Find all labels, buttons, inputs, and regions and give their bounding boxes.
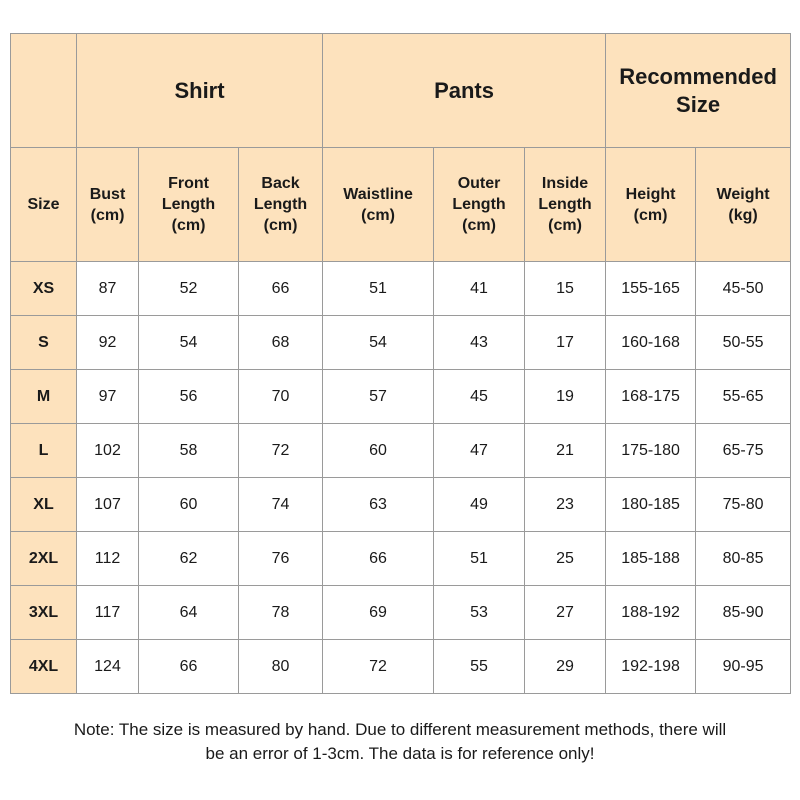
back-length-cell: 72	[239, 424, 323, 478]
weight-cell: 75-80	[696, 478, 791, 532]
corner-cell	[11, 34, 77, 148]
group-header-recommended-size	[606, 34, 791, 148]
waistline-cell: 57	[323, 370, 434, 424]
column-header-outer-length: Outer Length (cm)	[434, 148, 525, 262]
group-header-shirt: Shirt	[77, 34, 323, 148]
front-length-cell: 62	[139, 532, 239, 586]
front-length-cell: 66	[139, 640, 239, 694]
front-length-cell: 54	[139, 316, 239, 370]
table-row	[11, 640, 791, 694]
back-length-cell: 78	[239, 586, 323, 640]
size-cell: S	[11, 316, 77, 370]
inside-length-cell: 27	[525, 586, 606, 640]
note-line1: Note: The size is measured by hand. Due to different measurement methods, there will	[73, 720, 727, 739]
bust-cell: 87	[77, 262, 139, 316]
back-length-cell: 80	[239, 640, 323, 694]
size-cell: XS	[11, 262, 77, 316]
bust-cell: 102	[77, 424, 139, 478]
column-header-back-length: Back Length (cm)	[239, 148, 323, 262]
measurement-note	[10, 718, 790, 766]
table-row	[11, 532, 791, 586]
bust-cell: 107	[77, 478, 139, 532]
front-length-cell: 52	[139, 262, 239, 316]
weight-cell: 80-85	[696, 532, 791, 586]
outer-length-cell: 41	[434, 262, 525, 316]
group-header-pants: Pants	[323, 34, 606, 148]
back-length-cell: 76	[239, 532, 323, 586]
recommended-label-line1: Recommended	[619, 63, 777, 89]
table-row	[11, 316, 791, 370]
table-row	[11, 370, 791, 424]
weight-cell: 90-95	[696, 640, 791, 694]
back-length-cell: 70	[239, 370, 323, 424]
waistline-cell: 72	[323, 640, 434, 694]
table-row	[11, 262, 791, 316]
weight-cell: 65-75	[696, 424, 791, 478]
size-cell: 4XL	[11, 640, 77, 694]
column-header-waistline: Waistline (cm)	[323, 148, 434, 262]
outer-length-cell: 51	[434, 532, 525, 586]
weight-cell: 85-90	[696, 586, 791, 640]
weight-cell: 55-65	[696, 370, 791, 424]
outer-length-cell: 49	[434, 478, 525, 532]
column-header-front-length: Front Length (cm)	[139, 148, 239, 262]
note-line2: be an error of 1-3cm. The data is for reference only!	[205, 744, 595, 763]
outer-length-cell: 43	[434, 316, 525, 370]
waistline-cell: 66	[323, 532, 434, 586]
table-row	[11, 424, 791, 478]
height-cell: 192-198	[606, 640, 696, 694]
height-cell: 180-185	[606, 478, 696, 532]
height-cell: 185-188	[606, 532, 696, 586]
bust-cell: 124	[77, 640, 139, 694]
bust-cell: 92	[77, 316, 139, 370]
outer-length-cell: 47	[434, 424, 525, 478]
front-length-cell: 64	[139, 586, 239, 640]
height-cell: 155-165	[606, 262, 696, 316]
group-header-row	[11, 34, 791, 148]
column-header-size: Size	[11, 148, 77, 262]
outer-length-cell: 45	[434, 370, 525, 424]
size-cell: 3XL	[11, 586, 77, 640]
waistline-cell: 69	[323, 586, 434, 640]
waistline-cell: 63	[323, 478, 434, 532]
size-chart-table	[10, 33, 791, 694]
inside-length-cell: 15	[525, 262, 606, 316]
table-row	[11, 586, 791, 640]
outer-length-cell: 53	[434, 586, 525, 640]
bust-cell: 97	[77, 370, 139, 424]
column-header-bust: Bust (cm)	[77, 148, 139, 262]
waistline-cell: 51	[323, 262, 434, 316]
bust-cell: 112	[77, 532, 139, 586]
inside-length-cell: 29	[525, 640, 606, 694]
outer-length-cell: 55	[434, 640, 525, 694]
waistline-cell: 60	[323, 424, 434, 478]
inside-length-cell: 23	[525, 478, 606, 532]
inside-length-cell: 21	[525, 424, 606, 478]
waistline-cell: 54	[323, 316, 434, 370]
recommended-label-line2: Size	[676, 91, 721, 117]
weight-cell: 45-50	[696, 262, 791, 316]
size-cell: XL	[11, 478, 77, 532]
height-cell: 188-192	[606, 586, 696, 640]
inside-length-cell: 25	[525, 532, 606, 586]
inside-length-cell: 17	[525, 316, 606, 370]
size-cell: 2XL	[11, 532, 77, 586]
height-cell: 160-168	[606, 316, 696, 370]
column-header-inside-length: Inside Length (cm)	[525, 148, 606, 262]
inside-length-cell: 19	[525, 370, 606, 424]
size-cell: M	[11, 370, 77, 424]
front-length-cell: 60	[139, 478, 239, 532]
bust-cell: 117	[77, 586, 139, 640]
front-length-cell: 58	[139, 424, 239, 478]
table-row	[11, 478, 791, 532]
height-cell: 168-175	[606, 370, 696, 424]
back-length-cell: 66	[239, 262, 323, 316]
column-header-weight: Weight (kg)	[696, 148, 791, 262]
weight-cell: 50-55	[696, 316, 791, 370]
height-cell: 175-180	[606, 424, 696, 478]
back-length-cell: 68	[239, 316, 323, 370]
size-cell: L	[11, 424, 77, 478]
column-header-row	[11, 148, 791, 262]
back-length-cell: 74	[239, 478, 323, 532]
front-length-cell: 56	[139, 370, 239, 424]
column-header-height: Height (cm)	[606, 148, 696, 262]
